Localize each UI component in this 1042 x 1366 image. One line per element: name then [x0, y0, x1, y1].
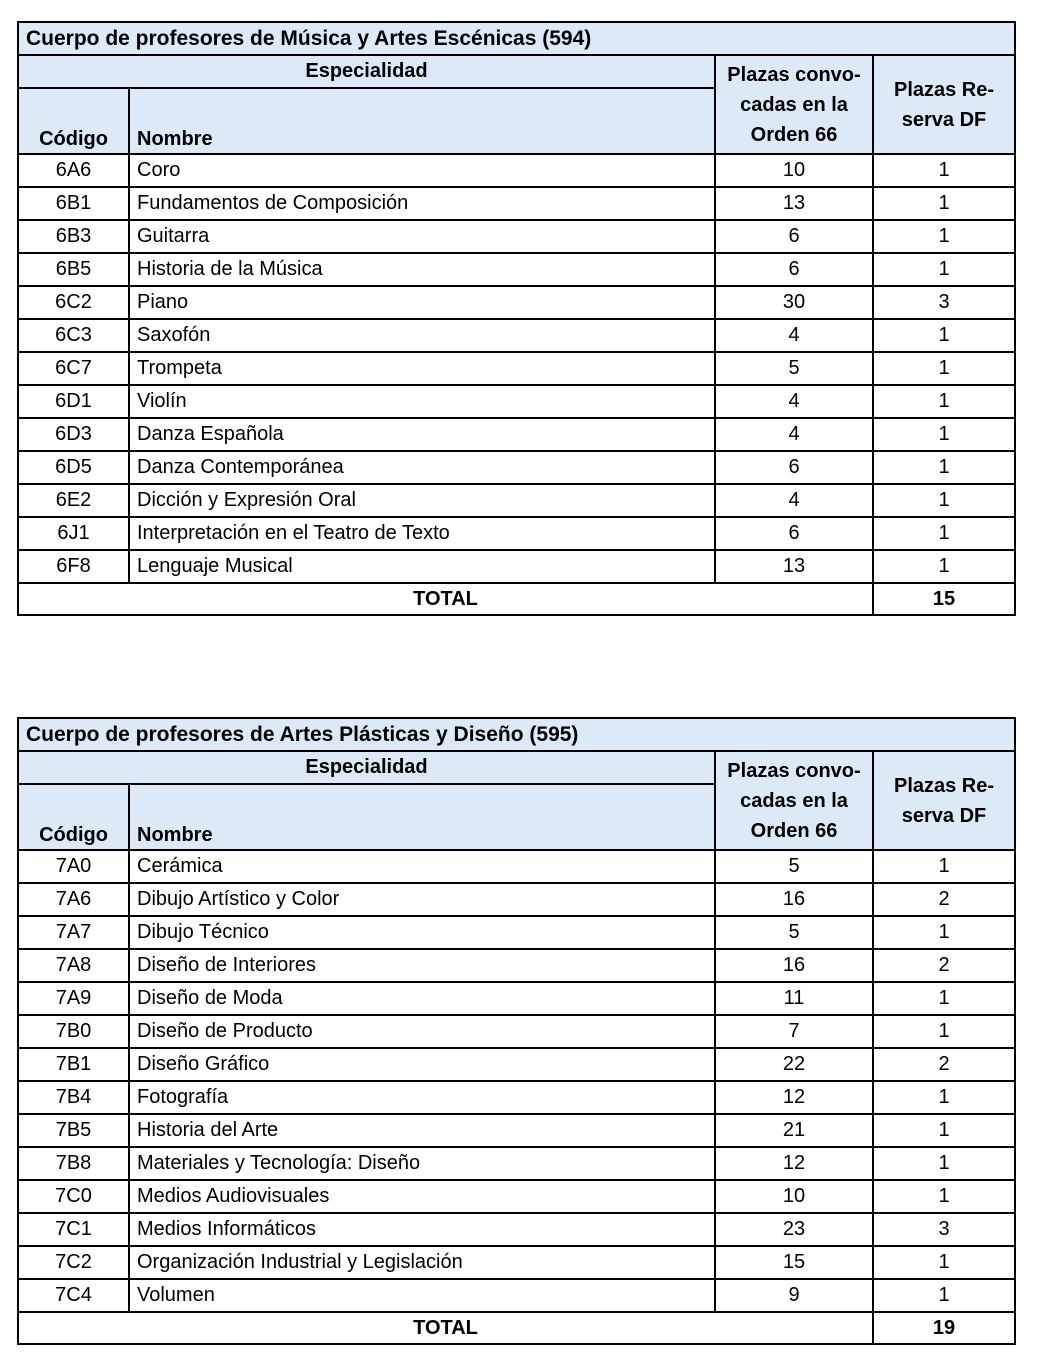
codigo-header: Código: [18, 784, 129, 850]
nombre-cell: Saxofón: [129, 319, 715, 352]
reserva-cell: 1: [873, 154, 1015, 187]
total-row: [18, 1312, 1015, 1344]
reserva-cell: 1: [873, 220, 1015, 253]
codigo-cell: 7B4: [18, 1081, 129, 1114]
plazas-table-595: [17, 717, 1016, 1345]
codigo-cell: 6C2: [18, 286, 129, 319]
nombre-cell: Fundamentos de Composición: [129, 187, 715, 220]
nombre-cell: Materiales y Tecnología: Diseño: [129, 1147, 715, 1180]
plazas-cell: 4: [715, 484, 873, 517]
reserva-cell: 1: [873, 1081, 1015, 1114]
reserva-cell: 1: [873, 418, 1015, 451]
plazas-cell: 15: [715, 1246, 873, 1279]
nombre-cell: Cerámica: [129, 850, 715, 883]
codigo-header: Código: [18, 88, 129, 154]
reserva-cell: 1: [873, 187, 1015, 220]
codigo-cell: 7B8: [18, 1147, 129, 1180]
table-row: [18, 850, 1015, 883]
reserva-cell: 1: [873, 1147, 1015, 1180]
nombre-cell: Danza Contemporánea: [129, 451, 715, 484]
nombre-cell: Guitarra: [129, 220, 715, 253]
codigo-cell: 7A9: [18, 982, 129, 1015]
nombre-header: Nombre: [129, 88, 715, 154]
table-row: [18, 517, 1015, 550]
codigo-cell: 6D5: [18, 451, 129, 484]
plazas-cell: 13: [715, 550, 873, 583]
reserva-cell: 3: [873, 286, 1015, 319]
total-label: TOTAL: [18, 583, 873, 615]
table-row: [18, 1114, 1015, 1147]
plazas-cell: 11: [715, 982, 873, 1015]
reserva-cell: 1: [873, 385, 1015, 418]
table-title: Cuerpo de profesores de Música y Artes Escénicas (594): [18, 22, 1015, 55]
codigo-cell: 6A6: [18, 154, 129, 187]
codigo-cell: 6B5: [18, 253, 129, 286]
table-row: [18, 1213, 1015, 1246]
plazas-cell: 9: [715, 1279, 873, 1312]
nombre-cell: Historia de la Música: [129, 253, 715, 286]
plazas-cell: 12: [715, 1081, 873, 1114]
plazas-cell: 30: [715, 286, 873, 319]
table-row: [18, 418, 1015, 451]
nombre-cell: Medios Informáticos: [129, 1213, 715, 1246]
reserva-cell: 2: [873, 949, 1015, 982]
table-row: [18, 883, 1015, 916]
table-row: [18, 1147, 1015, 1180]
table-row: [18, 1081, 1015, 1114]
table-row: [18, 1180, 1015, 1213]
plazas-cell: 5: [715, 850, 873, 883]
table-row: [18, 253, 1015, 286]
reserva-cell: 1: [873, 253, 1015, 286]
especialidad-header: Especialidad: [18, 751, 715, 784]
codigo-cell: 7A0: [18, 850, 129, 883]
reserva-cell: 1: [873, 1180, 1015, 1213]
plazas-cell: 13: [715, 187, 873, 220]
reserva-cell: 2: [873, 883, 1015, 916]
plazas-convocadas-header: [715, 55, 873, 154]
table-row: [18, 550, 1015, 583]
table-row: [18, 1279, 1015, 1312]
table-row: [18, 319, 1015, 352]
codigo-cell: 6D1: [18, 385, 129, 418]
nombre-cell: Lenguaje Musical: [129, 550, 715, 583]
plazas-cell: 16: [715, 883, 873, 916]
nombre-cell: Violín: [129, 385, 715, 418]
reserva-cell: 3: [873, 1213, 1015, 1246]
plazas-cell: 23: [715, 1213, 873, 1246]
total-value: 15: [873, 583, 1015, 615]
nombre-cell: Diseño de Interiores: [129, 949, 715, 982]
codigo-cell: 6B3: [18, 220, 129, 253]
nombre-cell: Diseño Gráfico: [129, 1048, 715, 1081]
plazas-convocadas-label: Plazas convo-cadas en la Orden 66: [727, 759, 861, 842]
codigo-cell: 6E2: [18, 484, 129, 517]
codigo-cell: 7A7: [18, 916, 129, 949]
nombre-cell: Fotografía: [129, 1081, 715, 1114]
codigo-cell: 6F8: [18, 550, 129, 583]
table-title: Cuerpo de profesores de Artes Plásticas y Diseño (595): [18, 718, 1015, 751]
codigo-cell: 6B1: [18, 187, 129, 220]
table-row: [18, 1246, 1015, 1279]
plazas-cell: 6: [715, 220, 873, 253]
codigo-cell: 6C7: [18, 352, 129, 385]
codigo-cell: 7A6: [18, 883, 129, 916]
nombre-cell: Trompeta: [129, 352, 715, 385]
reserva-cell: 2: [873, 1048, 1015, 1081]
especialidad-header: Especialidad: [18, 55, 715, 88]
table-body: [18, 154, 1015, 583]
table-row: [18, 187, 1015, 220]
plazas-cell: 5: [715, 352, 873, 385]
plazas-cell: 5: [715, 916, 873, 949]
table-row: [18, 484, 1015, 517]
codigo-cell: 7B1: [18, 1048, 129, 1081]
nombre-cell: Diseño de Moda: [129, 982, 715, 1015]
plazas-cell: 6: [715, 253, 873, 286]
total-label: TOTAL: [18, 1312, 873, 1344]
plazas-cell: 4: [715, 385, 873, 418]
table-row: [18, 949, 1015, 982]
reserva-cell: 1: [873, 451, 1015, 484]
plazas-reserva-label: Plazas Re-serva DF: [893, 774, 995, 827]
plazas-cell: 10: [715, 1180, 873, 1213]
table-row: [18, 451, 1015, 484]
nombre-cell: Organización Industrial y Legislación: [129, 1246, 715, 1279]
plazas-reserva-label: Plazas Re-serva DF: [893, 78, 995, 131]
codigo-cell: 7C1: [18, 1213, 129, 1246]
total-row: [18, 583, 1015, 615]
plazas-cell: 12: [715, 1147, 873, 1180]
reserva-cell: 1: [873, 982, 1015, 1015]
codigo-cell: 7B5: [18, 1114, 129, 1147]
reserva-cell: 1: [873, 1114, 1015, 1147]
nombre-cell: Danza Española: [129, 418, 715, 451]
reserva-cell: 1: [873, 319, 1015, 352]
nombre-cell: Dicción y Expresión Oral: [129, 484, 715, 517]
plazas-reserva-header: [873, 55, 1015, 154]
table-row: [18, 982, 1015, 1015]
plazas-cell: 16: [715, 949, 873, 982]
table-body: [18, 850, 1015, 1312]
codigo-cell: 7C4: [18, 1279, 129, 1312]
nombre-cell: Coro: [129, 154, 715, 187]
nombre-cell: Dibujo Artístico y Color: [129, 883, 715, 916]
table-row: [18, 385, 1015, 418]
table-row: [18, 352, 1015, 385]
nombre-cell: Diseño de Producto: [129, 1015, 715, 1048]
reserva-cell: 1: [873, 850, 1015, 883]
reserva-cell: 1: [873, 484, 1015, 517]
codigo-cell: 6J1: [18, 517, 129, 550]
table-row: [18, 286, 1015, 319]
plazas-cell: 7: [715, 1015, 873, 1048]
plazas-cell: 6: [715, 517, 873, 550]
plazas-cell: 22: [715, 1048, 873, 1081]
nombre-cell: Piano: [129, 286, 715, 319]
plazas-cell: 4: [715, 319, 873, 352]
codigo-cell: 6D3: [18, 418, 129, 451]
nombre-cell: Interpretación en el Teatro de Texto: [129, 517, 715, 550]
table-row: [18, 220, 1015, 253]
table-row: [18, 154, 1015, 187]
table-row: [18, 1015, 1015, 1048]
table-row: [18, 916, 1015, 949]
table-row: [18, 1048, 1015, 1081]
plazas-cell: 4: [715, 418, 873, 451]
reserva-cell: 1: [873, 916, 1015, 949]
nombre-cell: Dibujo Técnico: [129, 916, 715, 949]
total-value: 19: [873, 1312, 1015, 1344]
codigo-cell: 7B0: [18, 1015, 129, 1048]
reserva-cell: 1: [873, 1246, 1015, 1279]
reserva-cell: 1: [873, 550, 1015, 583]
nombre-cell: Volumen: [129, 1279, 715, 1312]
nombre-cell: Medios Audiovisuales: [129, 1180, 715, 1213]
reserva-cell: 1: [873, 352, 1015, 385]
plazas-table-594: [17, 21, 1016, 616]
plazas-reserva-header: [873, 751, 1015, 850]
plazas-cell: 21: [715, 1114, 873, 1147]
plazas-convocadas-header: [715, 751, 873, 850]
reserva-cell: 1: [873, 517, 1015, 550]
codigo-cell: 7A8: [18, 949, 129, 982]
reserva-cell: 1: [873, 1279, 1015, 1312]
codigo-cell: 7C0: [18, 1180, 129, 1213]
plazas-cell: 10: [715, 154, 873, 187]
plazas-cell: 6: [715, 451, 873, 484]
codigo-cell: 6C3: [18, 319, 129, 352]
plazas-convocadas-label: Plazas convo-cadas en la Orden 66: [727, 63, 861, 146]
nombre-cell: Historia del Arte: [129, 1114, 715, 1147]
codigo-cell: 7C2: [18, 1246, 129, 1279]
reserva-cell: 1: [873, 1015, 1015, 1048]
nombre-header: Nombre: [129, 784, 715, 850]
